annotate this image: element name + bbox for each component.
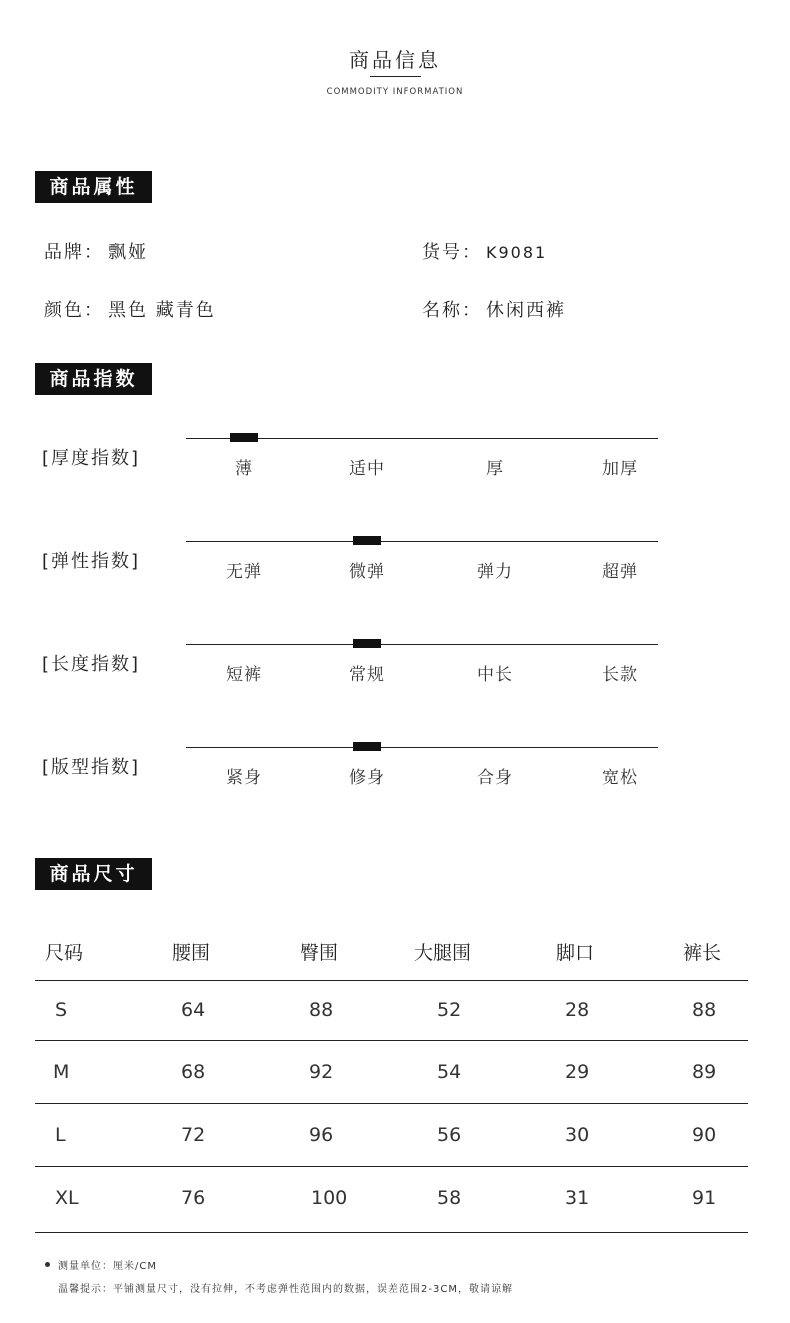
table-cell: 92 bbox=[309, 1061, 334, 1083]
brand-label: 品牌： bbox=[44, 242, 104, 263]
item-number-attribute bbox=[422, 238, 547, 264]
bullet-dot bbox=[45, 1262, 50, 1267]
size-table-header: 裤长 bbox=[683, 942, 722, 964]
page-title: 商品信息 bbox=[349, 48, 441, 72]
thickness-option: 适中 bbox=[349, 459, 385, 479]
table-cell: 90 bbox=[692, 1124, 717, 1146]
table-cell: 68 bbox=[181, 1061, 206, 1083]
table-cell: 100 bbox=[311, 1187, 348, 1209]
fit-option: 宽松 bbox=[602, 768, 638, 788]
section-label-attributes: 商品属性 bbox=[35, 171, 152, 203]
color-label: 颜色： bbox=[44, 300, 104, 321]
table-cell: 52 bbox=[437, 999, 462, 1021]
brand-attribute bbox=[44, 238, 148, 264]
section-label-indices: 商品指数 bbox=[35, 363, 152, 395]
item-number-value: K9081 bbox=[486, 243, 548, 262]
color-attribute bbox=[44, 296, 216, 322]
size-table-header: 大腿围 bbox=[414, 942, 472, 964]
name-value: 休闲西裤 bbox=[486, 300, 566, 321]
table-cell: 31 bbox=[565, 1187, 590, 1209]
length-option: 常规 bbox=[349, 665, 385, 685]
table-cell: 89 bbox=[692, 1061, 717, 1083]
size-cell: S bbox=[55, 999, 68, 1021]
table-divider bbox=[35, 1166, 748, 1167]
table-cell: 28 bbox=[565, 999, 590, 1021]
table-cell: 91 bbox=[692, 1187, 717, 1209]
thickness-index-label: [厚度指数] bbox=[42, 448, 141, 469]
fit-option: 合身 bbox=[477, 768, 513, 788]
size-table-header: 尺码 bbox=[45, 942, 84, 964]
elasticity-option: 无弹 bbox=[226, 562, 262, 582]
fit-index-label: [版型指数] bbox=[42, 757, 141, 778]
thickness-option: 厚 bbox=[486, 459, 504, 479]
size-table-header: 脚口 bbox=[556, 942, 595, 964]
size-cell: L bbox=[55, 1124, 66, 1146]
thickness-option: 加厚 bbox=[602, 459, 638, 479]
elasticity-option: 微弹 bbox=[349, 562, 385, 582]
size-table-header: 腰围 bbox=[172, 942, 211, 964]
table-divider bbox=[35, 1103, 748, 1104]
item-number-label: 货号： bbox=[422, 242, 482, 263]
table-cell: 96 bbox=[309, 1124, 334, 1146]
table-cell: 30 bbox=[565, 1124, 590, 1146]
length-option: 中长 bbox=[477, 665, 513, 685]
table-cell: 58 bbox=[437, 1187, 462, 1209]
table-divider bbox=[35, 1040, 748, 1041]
length-option: 短裤 bbox=[226, 665, 262, 685]
name-label: 名称： bbox=[422, 300, 482, 321]
fit-index-marker bbox=[353, 742, 381, 751]
measurement-tip-note: 温馨提示：平铺测量尺寸，没有拉伸，不考虑弹性范围内的数据，误差范围2-3CM，敬请谅解 bbox=[58, 1284, 513, 1295]
size-cell: XL bbox=[55, 1187, 79, 1209]
thickness-index-marker bbox=[230, 433, 258, 442]
table-cell: 76 bbox=[181, 1187, 206, 1209]
table-cell: 56 bbox=[437, 1124, 462, 1146]
color-value: 黑色 藏青色 bbox=[108, 300, 216, 321]
length-option: 长款 bbox=[602, 665, 638, 685]
table-divider bbox=[35, 980, 748, 981]
measurement-unit-note: 测量单位：厘米/CM bbox=[58, 1261, 157, 1272]
name-attribute bbox=[422, 296, 566, 322]
table-divider bbox=[35, 1232, 748, 1233]
elasticity-option: 弹力 bbox=[477, 562, 513, 582]
fit-option: 紧身 bbox=[226, 768, 262, 788]
table-cell: 54 bbox=[437, 1061, 462, 1083]
brand-value: 飘娅 bbox=[108, 242, 148, 263]
table-cell: 64 bbox=[181, 999, 206, 1021]
thickness-option: 薄 bbox=[235, 459, 253, 479]
table-cell: 88 bbox=[692, 999, 717, 1021]
title-underline bbox=[370, 76, 421, 77]
table-cell: 29 bbox=[565, 1061, 590, 1083]
table-cell: 72 bbox=[181, 1124, 206, 1146]
fit-option: 修身 bbox=[349, 768, 385, 788]
length-index-scale bbox=[186, 644, 658, 645]
length-index-label: [长度指数] bbox=[42, 654, 141, 675]
fit-index-scale bbox=[186, 747, 658, 748]
elasticity-index-scale bbox=[186, 541, 658, 542]
page-subtitle: COMMODITY INFORMATION bbox=[326, 87, 464, 97]
elasticity-index-marker bbox=[353, 536, 381, 545]
length-index-marker bbox=[353, 639, 381, 648]
size-cell: M bbox=[53, 1061, 70, 1083]
size-table-header: 臀围 bbox=[300, 942, 339, 964]
section-label-size: 商品尺寸 bbox=[35, 858, 152, 890]
elasticity-index-label: [弹性指数] bbox=[42, 551, 141, 572]
table-cell: 88 bbox=[309, 999, 334, 1021]
elasticity-option: 超弹 bbox=[602, 562, 638, 582]
